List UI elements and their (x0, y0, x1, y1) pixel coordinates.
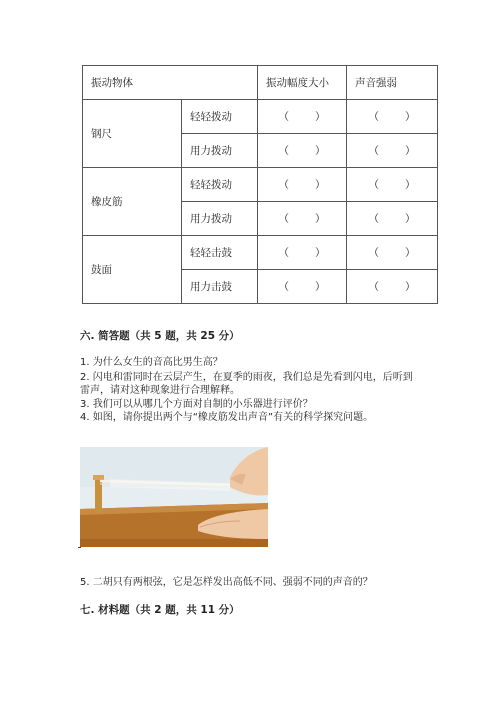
answer-blank-amplitude[interactable]: （ ） (258, 236, 347, 270)
object-cell: 钢尺 (83, 100, 182, 168)
answer-blank-amplitude[interactable]: （ ） (258, 202, 347, 236)
answer-blank-amplitude[interactable]: （ ） (258, 134, 347, 168)
action-cell: 用力击鼓 (182, 270, 258, 304)
question-3: 3. 我们可以从哪几个方面对自制的小乐器进行评价？ (80, 399, 313, 410)
answer-blank-amplitude[interactable]: （ ） (258, 270, 347, 304)
experiment-table (82, 65, 438, 304)
table-row (83, 168, 438, 202)
question-5: 5. 二胡只有两根弦，它是怎样发出高低不同、强弱不同的声音的？ (80, 577, 373, 588)
answer-blank-loudness[interactable]: （ ） (347, 270, 438, 304)
table-row (83, 100, 438, 134)
answer-blank-amplitude[interactable]: （ ） (258, 100, 347, 134)
object-cell: 橡皮筋 (83, 168, 182, 236)
answer-blank-loudness[interactable]: （ ） (347, 100, 438, 134)
section7-title: 七. 材料题（共 2 题，共 11 分） (80, 604, 240, 616)
question-4: 4. 如图，请你提出两个与“橡皮筋发出声音”有关的科学探究问题。 (80, 412, 374, 423)
header-object: 振动物体 (83, 66, 258, 100)
action-cell: 用力拨动 (182, 134, 258, 168)
action-cell: 轻轻拨动 (182, 100, 258, 134)
object-cell: 鼓面 (83, 236, 182, 304)
header-amplitude: 振动幅度大小 (258, 66, 347, 100)
answer-blank-loudness[interactable]: （ ） (347, 134, 438, 168)
action-cell: 轻轻拨动 (182, 168, 258, 202)
answer-blank-amplitude[interactable]: （ ） (258, 168, 347, 202)
table-header-row (83, 66, 438, 100)
header-loudness: 声音强弱 (347, 66, 438, 100)
answer-blank-loudness[interactable]: （ ） (347, 202, 438, 236)
answer-blank-loudness[interactable]: （ ） (347, 236, 438, 270)
table-row (83, 236, 438, 270)
question-2: 2. 闪电和雷同时在云层产生，在夏季的雨夜，我们总是先看到闪电，后听到雷声，请对这种现象进行合理解释。 (80, 372, 413, 396)
answer-blank-loudness[interactable]: （ ） (347, 168, 438, 202)
section6-title: 六. 简答题（共 5 题，共 25 分） (80, 330, 240, 342)
rubber-band-photo (80, 447, 268, 547)
action-cell: 用力拨动 (182, 202, 258, 236)
action-cell: 轻轻击鼓 (182, 236, 258, 270)
image-caption-mark (78, 547, 81, 548)
question-1: 1. 为什么女生的音高比男生高？ (80, 357, 223, 368)
